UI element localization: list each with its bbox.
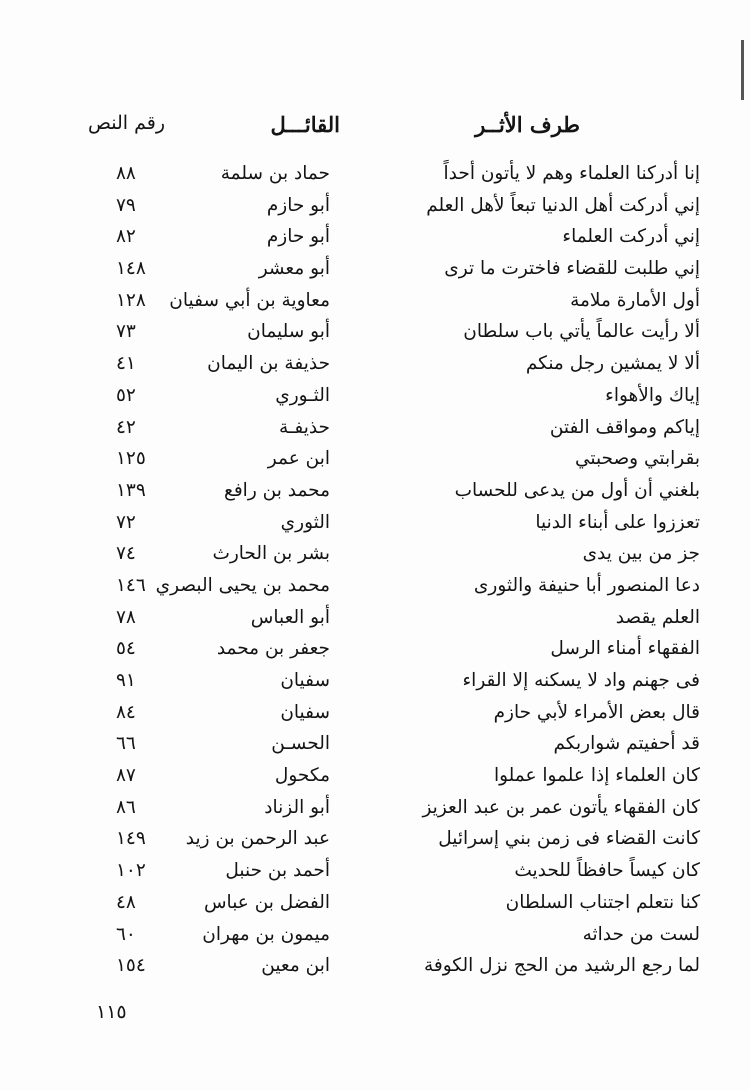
row-speaker: حذيفة بن اليمان [207, 353, 330, 375]
table-row [60, 921, 700, 953]
row-speaker: أبو سليمان [247, 321, 330, 343]
row-number: ٤١ [116, 353, 136, 375]
row-number: ٤٢ [116, 416, 136, 438]
row-number: ٩١ [116, 670, 136, 691]
row-speaker: الحسـن [271, 733, 330, 755]
row-number: ٧٨ [116, 606, 136, 628]
row-speaker: محمد بن يحيى البصري [155, 574, 330, 596]
column-header-speaker: القائـــل [270, 112, 340, 137]
row-speaker: بشر بن الحارث [212, 543, 330, 565]
row-number: ٨٢ [116, 226, 136, 248]
scan-edge-mark [741, 40, 744, 100]
row-number: ٦٠ [116, 923, 136, 945]
table-row [60, 635, 700, 667]
row-number: ٧٤ [116, 543, 136, 565]
row-number: ٦٦ [116, 733, 136, 755]
row-text: إياكم ومواقف الفتن [549, 416, 700, 438]
table-row [60, 762, 700, 794]
row-speaker: الفضل بن عباس [203, 891, 330, 913]
row-speaker: سفيان [280, 701, 330, 723]
table-row [60, 160, 700, 192]
table-row [60, 667, 700, 699]
row-speaker: سفيان [280, 670, 330, 691]
row-text: إني أدركت العلماء [562, 226, 700, 248]
row-speaker: أبو حازم [266, 226, 330, 248]
table-row [60, 572, 700, 604]
table-row [60, 540, 700, 572]
row-text: دعا المنصور أبا حنيفة والثورى [473, 574, 700, 596]
row-number: ٨٦ [116, 796, 136, 818]
row-text: إني أدركت أهل الدنيا تبعاً لأهل العلم [426, 194, 700, 216]
row-text: أول الأمارة ملامة [570, 289, 700, 311]
row-text: كنا نتعلم اجتناب السلطان [505, 891, 700, 913]
table-row [60, 794, 700, 826]
table-row [60, 350, 700, 382]
row-speaker: أبو الزناد [264, 796, 330, 818]
row-text: قد أحفيتم شواربكم [553, 733, 700, 755]
row-speaker: عبد الرحمن بن زيد [185, 828, 330, 850]
row-text: لما رجع الرشيد من الحج نزل الكوفة [423, 955, 700, 977]
row-text: إنا أدركنا العلماء وهم لا يأتون أحداً [443, 163, 700, 184]
row-text: إياك والأهواء [605, 384, 700, 406]
row-speaker: أحمد بن حنبل [225, 860, 330, 882]
table-header [60, 112, 700, 148]
row-number: ١٢٥ [116, 448, 146, 470]
row-text: ألا رأيت عالماً يأتي باب سلطان [463, 321, 700, 343]
row-text: فى جهنم واد لا يسكنه إلا القراء [462, 670, 700, 691]
table-row [60, 952, 700, 984]
table-row [60, 730, 700, 762]
row-text: كان العلماء إذا علموا عملوا [493, 765, 700, 787]
row-number: ٨٤ [116, 701, 136, 723]
row-text: الفقهاء أمناء الرسل [550, 638, 700, 660]
row-text: بقرابتي وصحبتي [574, 448, 700, 470]
table-row [60, 604, 700, 636]
table-row [60, 318, 700, 350]
row-text: إني طلبت للقضاء فاخترت ما ترى [444, 258, 700, 280]
row-speaker: الثوري [280, 511, 330, 533]
row-speaker: أبو معشر [258, 258, 330, 280]
row-speaker: محمد بن رافع [223, 479, 330, 501]
row-speaker: حذيفـة [279, 416, 330, 438]
row-speaker: الثـوري [275, 384, 330, 406]
row-speaker: أبو العباس [250, 606, 330, 628]
row-speaker: جعفر بن محمد [216, 638, 330, 660]
row-text: كان الفقهاء يأتون عمر بن عبد العزيز [422, 796, 700, 818]
row-number: ٥٤ [116, 638, 136, 660]
index-table [60, 160, 700, 984]
row-number: ١٣٩ [116, 479, 146, 501]
row-text: كان كيساً حافظاً للحديث [514, 860, 700, 882]
row-number: ٨٨ [116, 163, 136, 184]
row-number: ١٥٤ [116, 955, 146, 977]
table-row [60, 445, 700, 477]
row-number: ١٤٦ [116, 574, 146, 596]
row-number: ٥٢ [116, 384, 136, 406]
row-text: جز من بين يدى [582, 543, 700, 565]
table-row [60, 414, 700, 446]
row-text: قال بعض الأمراء لأبي حازم [493, 701, 700, 723]
row-number: ٧٢ [116, 511, 136, 533]
row-text: بلغني أن أول من يدعى للحساب [454, 479, 700, 501]
row-number: ١٠٢ [116, 860, 146, 882]
row-speaker: معاوية بن أبي سفيان [169, 289, 330, 311]
table-row [60, 889, 700, 921]
row-text: تعززوا على أبناء الدنيا [535, 511, 700, 533]
table-row [60, 509, 700, 541]
table-row [60, 192, 700, 224]
row-text: ألا لا يمشين رجل منكم [525, 353, 700, 375]
row-speaker: ابن عمر [267, 448, 330, 470]
table-row [60, 477, 700, 509]
table-row [60, 382, 700, 414]
row-speaker: ميمون بن مهران [202, 923, 330, 945]
column-header-number: رقم النص [88, 112, 166, 134]
row-text: كانت القضاء فى زمن بني إسرائيل [438, 828, 700, 850]
row-number: ١٢٨ [116, 289, 146, 311]
row-number: ٤٨ [116, 891, 136, 913]
table-row [60, 287, 700, 319]
row-speaker: أبو حازم [266, 194, 330, 216]
row-number: ٧٩ [116, 194, 136, 216]
table-row [60, 223, 700, 255]
table-row [60, 255, 700, 287]
row-number: ١٤٩ [116, 828, 146, 850]
row-number: ١٤٨ [116, 258, 146, 280]
row-speaker: ابن معين [261, 955, 330, 977]
table-row [60, 699, 700, 731]
column-header-text: طرف الأثــر [475, 112, 580, 137]
row-number: ٧٣ [116, 321, 136, 343]
row-text: لست من حداثه [582, 923, 700, 945]
table-row [60, 857, 700, 889]
row-text: العلم يقصد [615, 606, 700, 628]
table-row [60, 825, 700, 857]
row-speaker: حماد بن سلمة [220, 163, 330, 184]
row-number: ٨٧ [116, 765, 136, 787]
row-speaker: مكحول [274, 765, 330, 787]
page-number: ١١٥ [96, 1001, 127, 1023]
